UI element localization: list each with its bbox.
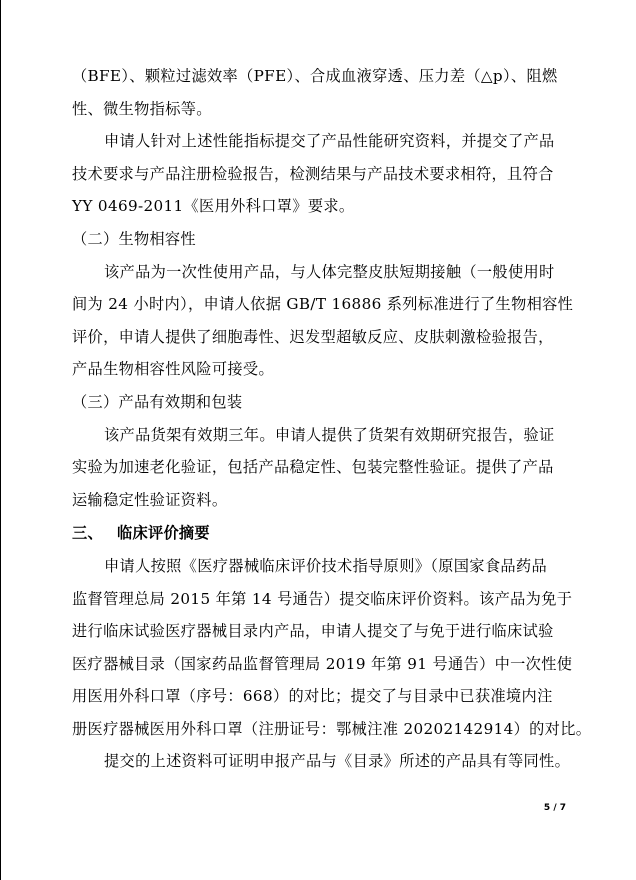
paragraph-shelf-life: [72, 419, 572, 517]
text-line: 监督管理总局 2015 年第 14 号通告）提交临床评价资料。该产品为免于: [72, 589, 573, 608]
text-line: 提交的上述资料可证明申报产品与《目录》所述的产品具有等同性。: [104, 752, 571, 770]
heading-title: 临床评价摘要: [116, 524, 210, 542]
paragraph-performance-indicators: [72, 60, 572, 125]
document-page: [72, 60, 592, 778]
text-line: 技术要求与产品注册检验报告，检测结果与产品技术要求相符，且符合: [72, 164, 554, 183]
text-line: 性、微生物指标等。: [72, 99, 212, 118]
text-line: 该产品为一次性使用产品，与人体完整皮肤短期接触（一般使用时: [104, 262, 555, 281]
paragraph-clinical-evaluation: [72, 550, 592, 745]
text-line: 评价，申请人提供了细胞毒性、迟发型超敏反应、皮肤刺激检验报告，: [72, 327, 554, 346]
paragraph-performance-research: [72, 125, 572, 223]
section-heading-biocompatibility: （二）生物相容性: [72, 229, 196, 248]
text-line: YY 0469-2011《医用外科口罩》要求。: [72, 197, 355, 215]
page-edge-line: [0, 0, 1, 880]
text-line: 间为 24 小时内），申请人依据 GB/T 16886 系列标准进行了生物相容性: [72, 295, 574, 313]
text-line: 该产品货架有效期三年。申请人提供了货架有效期研究报告，验证: [104, 425, 555, 444]
text-line: （BFE）、颗粒过滤效率（PFE）、合成血液穿透、压力差（△p）、阻燃: [72, 67, 558, 85]
text-line: 进行临床试验医疗器械目录内产品，申请人提交了与免于进行临床试验: [72, 622, 554, 640]
text-line: 产品生物相容性风险可接受。: [72, 360, 274, 378]
text-line: 用医用外科口罩（序号：668）的对比；提交了与目录中已获准境内注: [72, 687, 553, 705]
text-line: 医疗器械目录（国家药品监督管理局 2019 年第 91 号通告）中一次性使: [72, 654, 573, 673]
page-number: 5 / 7: [543, 803, 566, 813]
text-line: 运输稳定性验证资料。: [72, 490, 228, 509]
text-line: 册医疗器械医用外科口罩（注册证号：鄂械注准 20202142914）的对比。: [72, 719, 592, 738]
text-line: 实验为加速老化验证，包括产品稳定性、包装完整性验证。提供了产品: [72, 458, 554, 476]
text-line: 申请人按照《医疗器械临床评价技术指导原则》（原国家食品药品: [104, 557, 547, 575]
heading-number: 三、: [72, 524, 103, 542]
heading-clinical-evaluation-summary: [72, 516, 572, 550]
text-line: 申请人针对上述性能指标提交了产品性能研究资料，并提交了产品: [104, 132, 555, 150]
paragraph-equivalence-conclusion: [72, 745, 572, 778]
section-heading-shelf-life-packaging: （三）产品有效期和包装: [72, 392, 243, 411]
paragraph-biocompatibility: [72, 256, 572, 386]
